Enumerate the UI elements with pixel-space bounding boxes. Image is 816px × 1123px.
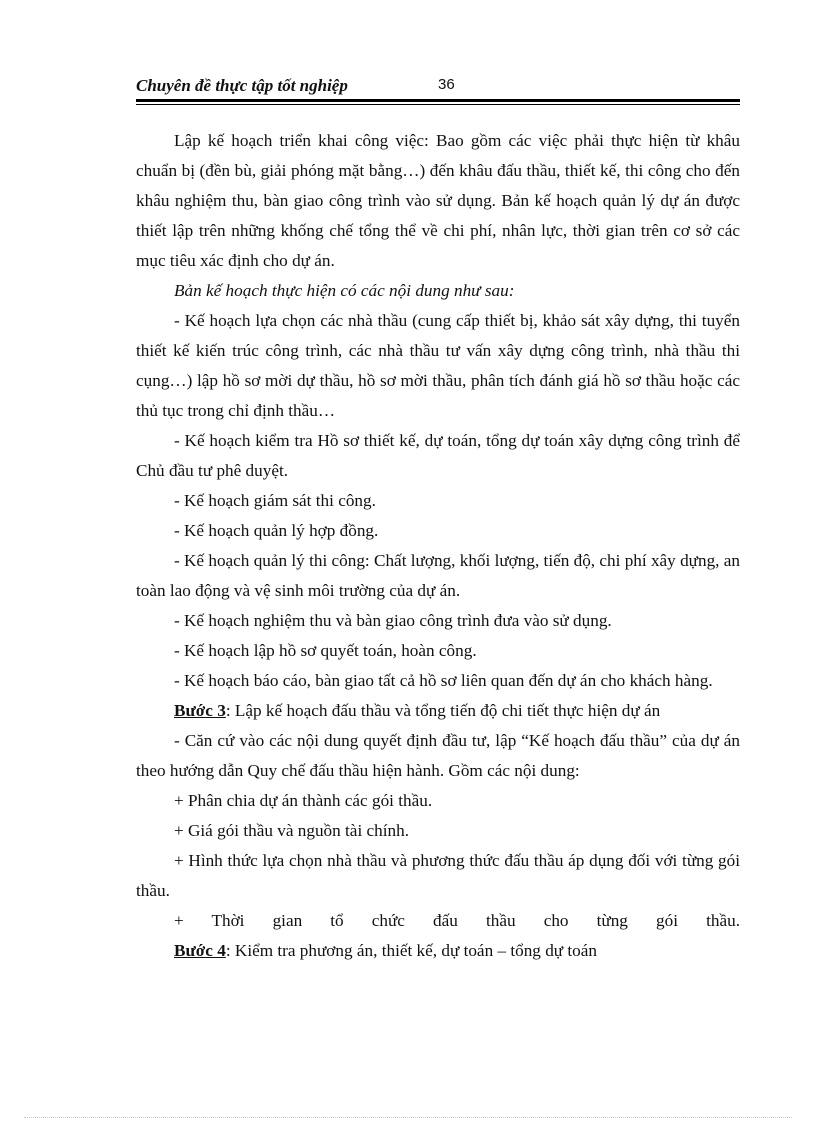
list-item-supervision-plan: - Kế hoạch giám sát thi công. bbox=[174, 491, 376, 510]
step-3-item-basis: - Căn cứ vào các nội dung quyết định đầu tư, lập “Kế hoạch đấu thầu” của dự án theo hướng dẫn Quy chế đấu thầu hiện hành. Gồm các nội dung: bbox=[136, 731, 740, 780]
header-title: Chuyên đề thực tập tốt nghiệp bbox=[136, 76, 348, 95]
page-bottom-divider bbox=[24, 1117, 792, 1118]
list-item-contract-plan: - Kế hoạch quản lý hợp đồng. bbox=[174, 521, 379, 540]
list-item-design-check-plan: - Kế hoạch kiểm tra Hồ sơ thiết kế, dự toán, tổng dự toán xây dựng công trình để Chủ đầu tư phê duyệt. bbox=[136, 431, 740, 480]
step-3-text: : Lập kế hoạch đấu thầu và tổng tiến độ chi tiết thực hiện dự án bbox=[225, 701, 661, 720]
step-3-item-method: + Hình thức lựa chọn nhà thầu và phương thức đấu thầu áp dụng đối với từng gói thầu. bbox=[136, 851, 740, 900]
page-header bbox=[136, 74, 740, 100]
header-rule-thin bbox=[136, 104, 740, 105]
step-3-item-packages: + Phân chia dự án thành các gói thầu. bbox=[174, 791, 433, 810]
list-item-reporting-plan: - Kế hoạch báo cáo, bàn giao tất cả hồ sơ liên quan đến dự án cho khách hàng. bbox=[174, 671, 713, 690]
list-item-settlement-plan: - Kế hoạch lập hồ sơ quyết toán, hoàn công. bbox=[174, 641, 477, 660]
page-number: 36 bbox=[438, 76, 455, 93]
step-4-label: Bước 4 bbox=[174, 941, 226, 960]
step-3-item-price: + Giá gói thầu và nguồn tài chính. bbox=[174, 821, 409, 840]
document-body bbox=[136, 126, 740, 966]
step-3-item-time: + Thời gian tổ chức đấu thầu cho từng gói thầu. bbox=[174, 911, 740, 930]
step-3-heading bbox=[136, 696, 740, 726]
header-rule-thick bbox=[136, 99, 740, 102]
paragraph-plan-heading: Bản kế hoạch thực hiện có các nội dung như sau: bbox=[174, 281, 515, 300]
step-4-heading bbox=[136, 936, 740, 966]
list-item-construction-plan: - Kế hoạch quản lý thi công: Chất lượng, khối lượng, tiến độ, chi phí xây dựng, an toàn lao động và vệ sinh môi trường của dự án. bbox=[136, 551, 740, 600]
paragraph-intro: Lập kế hoạch triển khai công việc: Bao gồm các việc phải thực hiện từ khâu chuẩn bị (đền bù, giải phóng mặt bằng…) đến khâu đấu thầu, thiết kế, thi công cho đến khâu nghiệm thu, bàn giao công trình vào sử dụng. Bản kế hoạch quản lý dự án được thiết lập trên những khống chế tổng thể về chi phí, nhân lực, thời gian trên cơ sở các mục tiêu xác định cho dự án. bbox=[136, 131, 740, 270]
step-3-label: Bước 3 bbox=[174, 701, 226, 720]
list-item-acceptance-plan: - Kế hoạch nghiệm thu và bàn giao công trình đưa vào sử dụng. bbox=[174, 611, 612, 630]
list-item-contractor-plan: - Kế hoạch lựa chọn các nhà thầu (cung cấp thiết bị, khảo sát xây dựng, thi tuyển thiết kế kiến trúc công trình, các nhà thầu tư vấn xây dựng công trình, nhà thầu thi cụng…) lập hồ sơ mời dự thầu, hồ sơ mời thầu, phân tích đánh giá hồ sơ thầu hoặc các thủ tục trong chỉ định thầu… bbox=[136, 311, 740, 420]
step-4-text: : Kiểm tra phương án, thiết kế, dự toán – tổng dự toán bbox=[225, 941, 597, 960]
